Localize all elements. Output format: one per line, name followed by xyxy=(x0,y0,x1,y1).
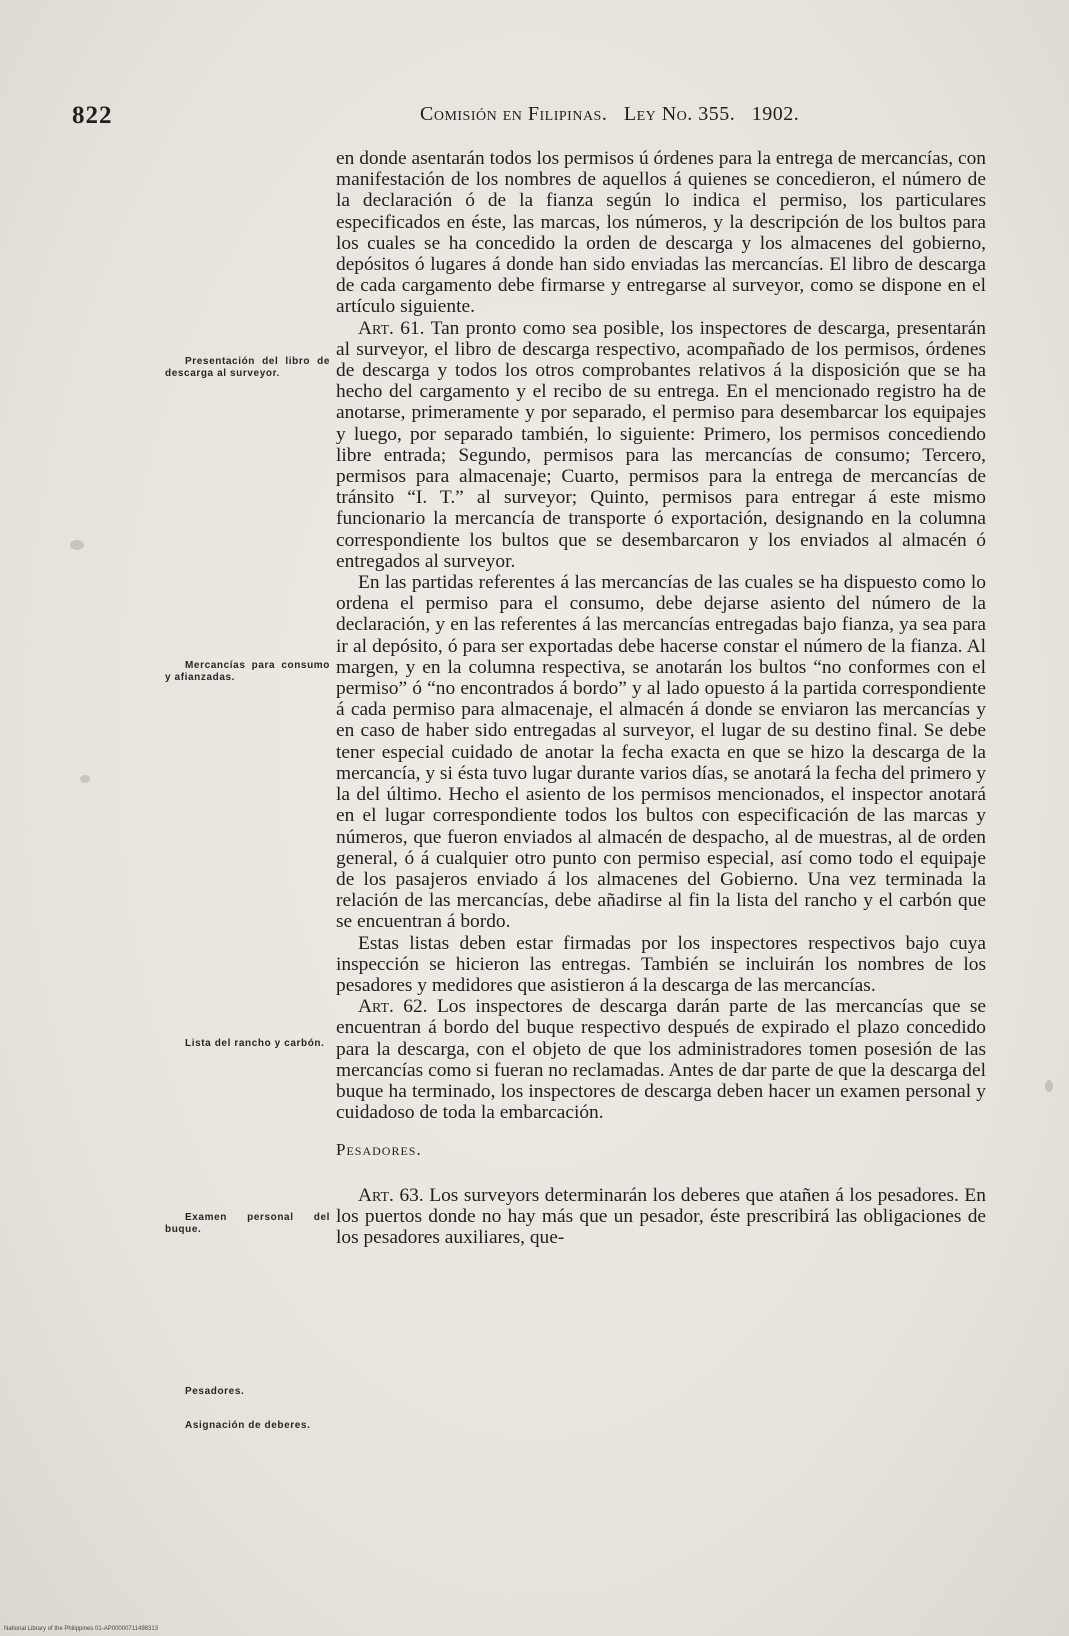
body-text xyxy=(336,148,986,1248)
paragraph-continuation: en donde asentarán todos los permisos ú órdenes para la entrega de mercancías, con manifestación de los nombres de aquellos á quienes se concedieron, el número de la declaración ó de la fianza según lo indica el permiso, los particulares especificados en éste, las marcas, los números, y la descripción de los bultos para los cuales se ha concedido la orden de descarga y los almacenes del gobierno, depósitos ó lugares á donde han sido enviadas las mercancías. El libro de descarga de cada cargamento debe firmarse y entregarse al surveyor, como se dispone en el artículo siguiente. xyxy=(336,148,986,318)
margin-note-mercancias: Mercancías para consumo y afianzadas. xyxy=(165,660,330,683)
article-label: Art. 63. xyxy=(358,1184,424,1206)
running-head-title: Comisión en Filipinas. xyxy=(420,103,608,125)
article-text: Los inspectores de descarga darán parte de las mercancías que se encuentran á bordo del buque respectivo después de expirado el plazo concedido para la descarga, con el objeto de que los administradores tomen posesión de las mercancías como si fueran no reclamadas. Antes de dar parte de que la descarga del buque ha terminado, los inspectores de descarga deben hacer un examen personal y cuidadoso de toda la embarcación. xyxy=(336,996,986,1124)
paragraph-art-62 xyxy=(336,996,986,1123)
running-head xyxy=(420,103,799,126)
article-text: Los surveyors determinarán los deberes que atañen á los pesadores. En los puertos donde no hay más que un pesador, éste prescribirá las obligaciones de los pesadores auxiliares, que- xyxy=(336,1184,986,1248)
scan-smudge xyxy=(70,540,84,550)
running-head-law: Ley No. 355. xyxy=(623,103,736,125)
margin-note-examen-buque: Examen personal del buque. xyxy=(165,1212,330,1235)
section-heading: Pesadores. xyxy=(336,1140,422,1160)
article-text: Tan pronto como sea posible, los inspectores de descarga, presentarán al surveyor, el libro de descarga respectivo, acompañado de los permisos, órdenes de descarga y todos los otros comprobantes relativos á la disposición que se ha hecho del cargamento y el recibo de su entrega. En el mencionado registro ha de anotarse, primeramente y por separado, el permiso para desembarcar los equipajes y luego, por separado también, lo siguiente: Primero, los permisos concediendo libre entrada; Segundo, permisos para las mercancías de consumo; Tercero, permisos para almacenaje; Cuarto, permisos para la entrega de mercancías de tránsito “I. T.” al surveyor; Quinto, permisos para entregar á este mismo funcionario la mercancía de transporte ó exportación, designando en la columna correspondiente los bultos que se desembarcaron y los enviados al almacén ó entregados al surveyor. xyxy=(336,317,986,572)
paragraph-art-63 xyxy=(336,1185,986,1249)
running-head-year: 1902. xyxy=(751,103,800,125)
scan-smudge xyxy=(1045,1080,1053,1092)
margin-note-pesadores: Pesadores. xyxy=(185,1386,245,1397)
paragraph-art-61 xyxy=(336,318,986,572)
scan-smudge xyxy=(80,775,90,783)
article-label: Art. 62. xyxy=(358,996,428,1018)
page-number: 822 xyxy=(72,102,113,129)
margin-note-lista-rancho: Lista del rancho y carbón. xyxy=(185,1038,325,1049)
margin-note-asignacion: Asignación de deberes. xyxy=(185,1420,311,1431)
paragraph-partidas: En las partidas referentes á las mercancías de las cuales se ha dispuesto como lo ordena el permiso para el consumo, debe dejarse asiento del número de la declaración, y en las referentes á las mercancías entregadas bajo fianza, ya sea para ir al depósito, ó para ser exportadas debe hacerse constar el número de la fianza. Al margen, y en la columna respectiva, se anotarán los bultos “no conformes con el permiso” ó “no encontrados á bordo” y al lado opuesto á la partida correspondiente á cada permiso para almacenaje, el almacén á donde se enviaron las mercancías y en caso de haber sido entregadas al surveyor, el lugar de su destino final. Se debe tener especial cuidado de anotar la fecha exacta en que se hizo la descarga de la mercancía, y si ésta tuvo lugar durante varios días, se anotará la fecha del primero y la del último. Hecho el asiento de los permisos mencionados, el inspector anotará en el lugar correspondiente todos los bultos con especificación de las marcas y números, que fueron enviados al almacén de despacho, al de muestras, al de orden general, ó á cualquier otro punto con permiso especial, así como todo el equipaje de los pasajeros enviado á los almacenes del Gobierno. Una vez terminada la relación de las mercancías, debe añadirse al fin la lista del rancho y el carbón que se encuentran á bordo. xyxy=(336,572,986,933)
margin-note-presentacion: Presentación del libro de descarga al surveyor. xyxy=(165,356,330,379)
article-label: Art. 61. xyxy=(358,317,425,339)
paragraph-listas: Estas listas deben estar firmadas por los inspectores respectivos bajo cuya inspección se hicieron las entregas. También se incluirán los nombres de los pesadores y medidores que asistieron á la descarga de las mercancías. xyxy=(336,932,986,996)
library-stamp: National Library of the Philippines 01-AP00000711498313 xyxy=(4,1626,158,1632)
